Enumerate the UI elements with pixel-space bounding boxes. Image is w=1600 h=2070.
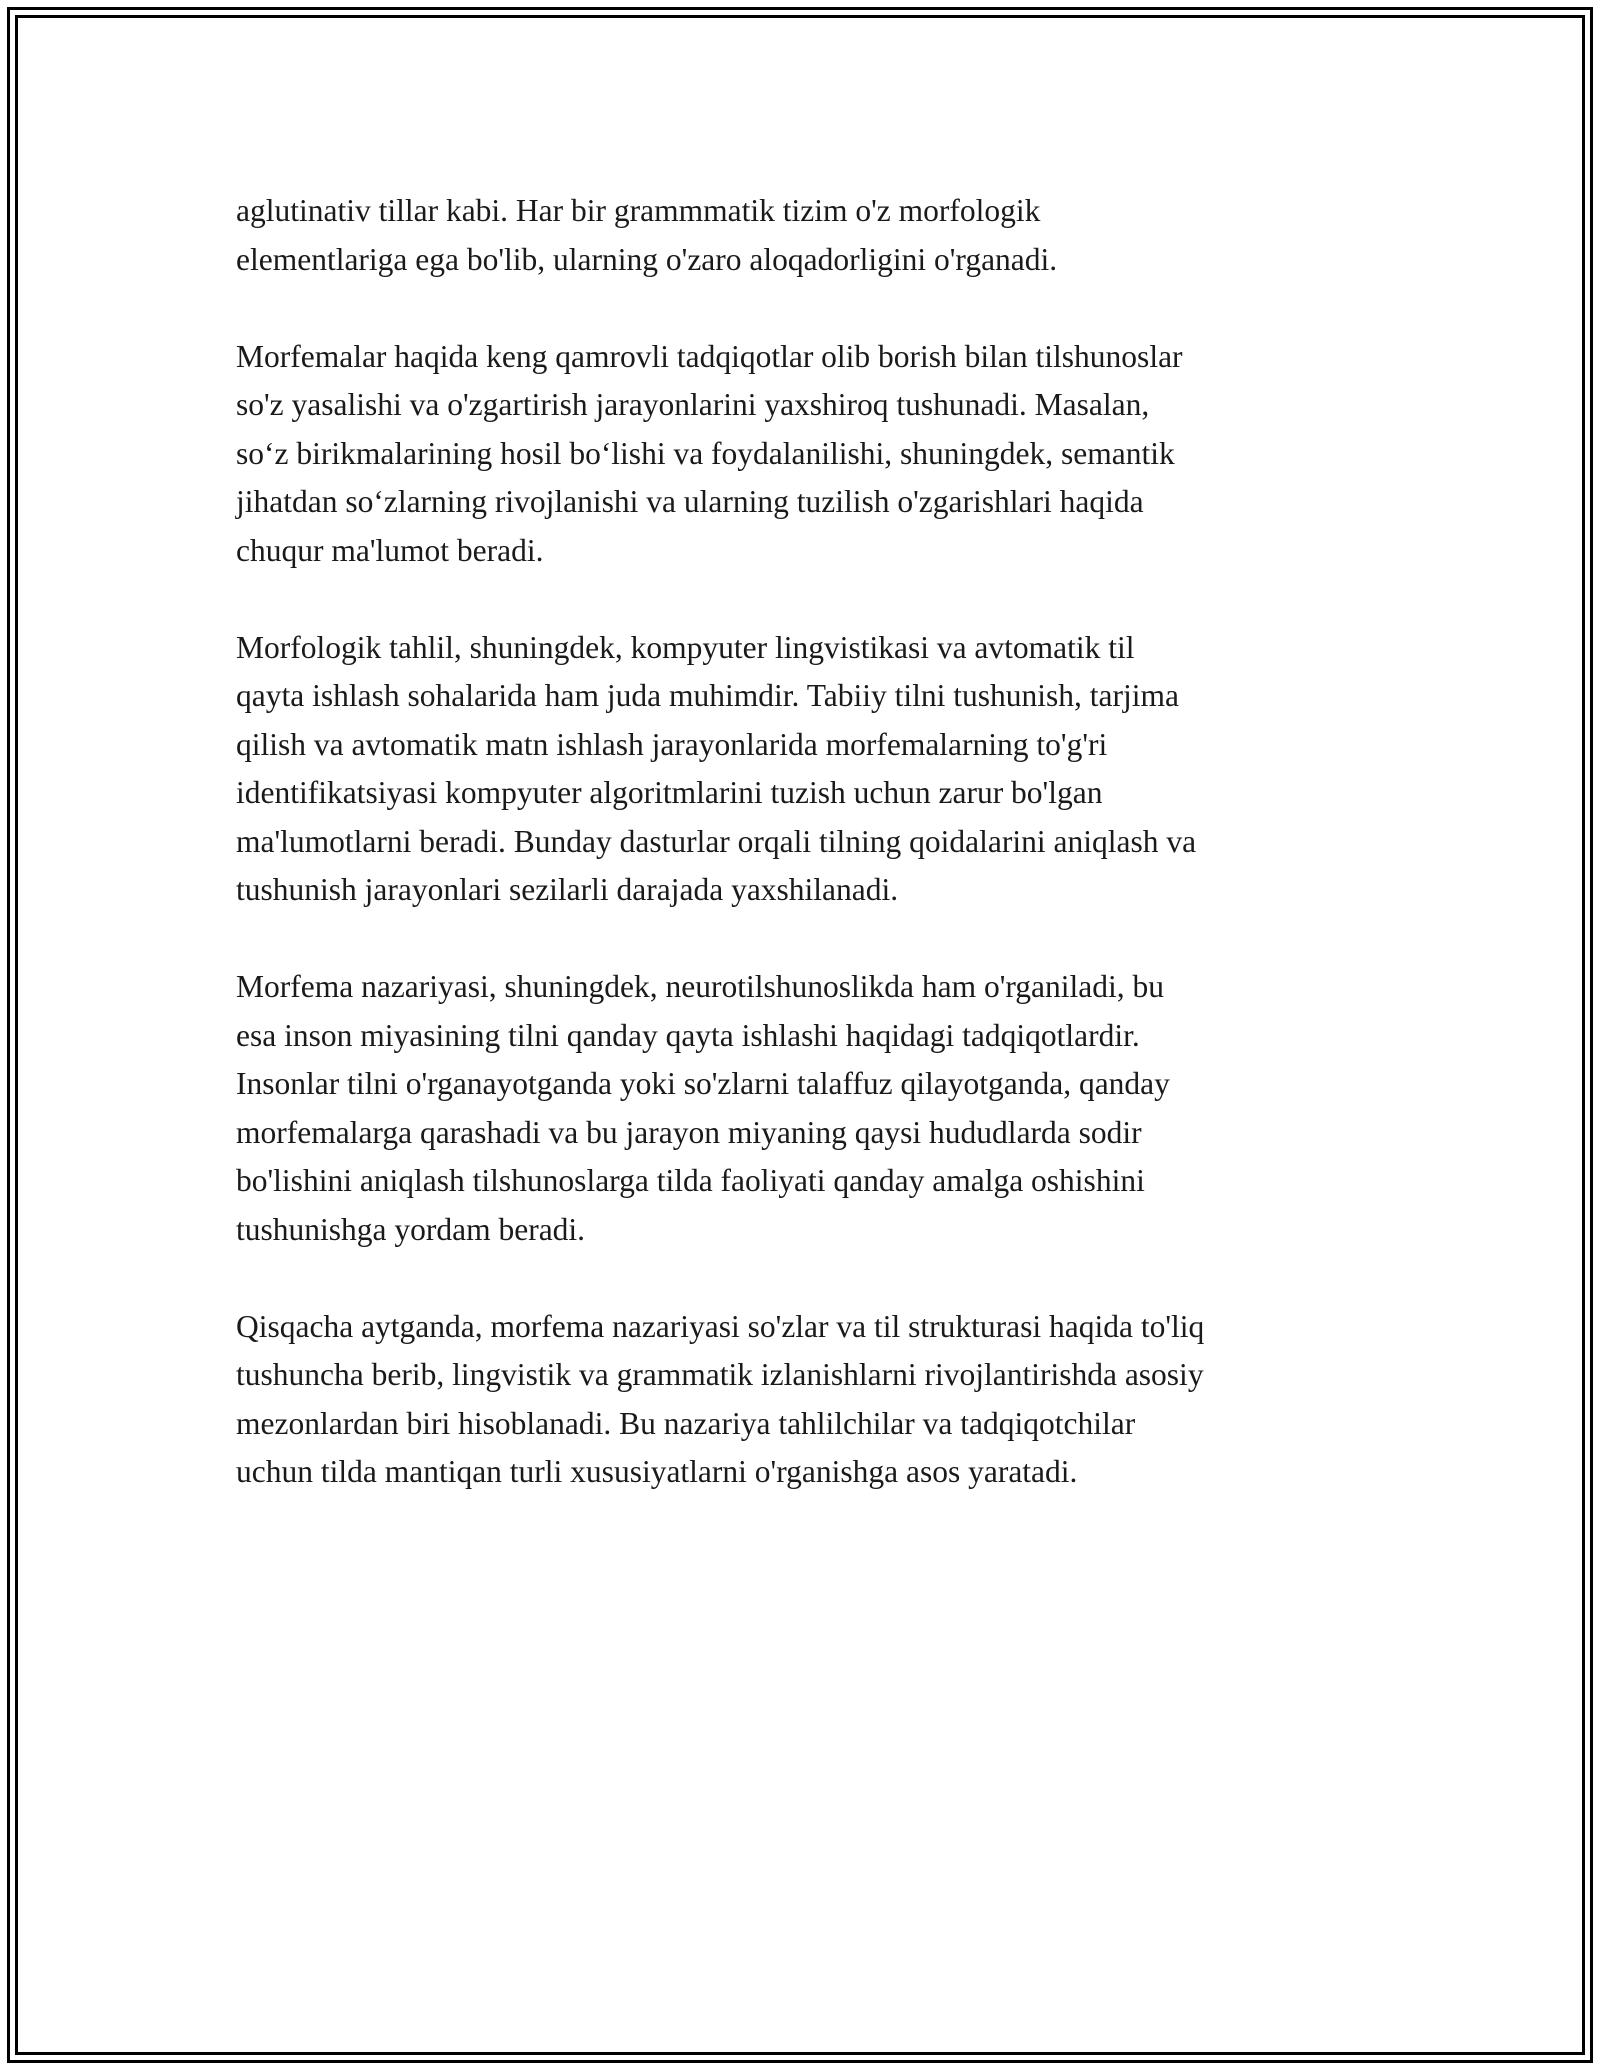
text-line: qayta ishlash sohalarida ham juda muhimdir. Tabiiy tilni tushunish, tarjima [236,678,1179,713]
text-line: esa inson miyasining tilni qanday qayta ishlashi haqidagi tadqiqotlardir. [236,1017,1140,1053]
paragraph-4 [236,963,1386,1254]
text-line: so'z yasalishi va o'zgartirish jarayonlarini yaxshiroq tushunadi. Masalan, [236,387,1150,422]
text-line: Qisqacha aytganda, morfema nazariyasi so'zlar va til strukturasi haqida to'liq [236,1308,1205,1344]
text-line: jihatdan so‘zlarning rivojlanishi va ularning tuzilish o'zgarishlari haqida [236,484,1144,519]
text-line: mezonlardan biri hisoblanadi. Bu nazariya tahlilchilar va tadqiqotchilar [236,1405,1136,1441]
text-line: morfemalarga qarashadi va bu jarayon miyaning qaysi hududlarda sodir [236,1114,1142,1150]
paragraph-1 [236,187,1386,284]
text-line: chuqur ma'lumot beradi. [236,532,544,568]
text-line: Morfema nazariyasi, shuningdek, neurotilshunoslikda ham o'rganiladi, bu [236,969,1165,1004]
text-line: tushunishga yordam beradi. [236,1211,586,1247]
text-line: elementlariga ega bo'lib, ularning o'zaro aloqadorligini o'rganadi. [236,241,1058,277]
text-line: bo'lishini aniqlash tilshunoslarga tilda faoliyati qanday amalga oshishini [236,1163,1145,1198]
text-line: Morfemalar haqida keng qamrovli tadqiqotlar olib borish bilan tilshunoslar [236,338,1183,374]
text-line: tushuncha berib, lingvistik va grammatik izlanishlarni rivojlantirishda asosiy [236,1357,1204,1392]
text-line: Insonlar tilni o'rganayotganda yoki so'zlarni talaffuz qilayotganda, qanday [236,1066,1170,1101]
text-line: Morfologik tahlil, shuningdek, kompyuter lingvistikasi va avtomatik til [236,629,1135,665]
text-line: ma'lumotlarni beradi. Bunday dasturlar orqali tilning qoidalarini aniqlash va [236,823,1197,859]
text-line: tushunish jarayonlari sezilarli darajada yaxshilanadi. [236,872,899,907]
text-line: so‘z birikmalarining hosil bo‘lishi va foydalanilishi, shuningdek, semantik [236,435,1175,471]
text-line: qilish va avtomatik matn ishlash jarayonlarida morfemalarning to'g'ri [236,726,1108,762]
paragraph-5 [236,1303,1386,1497]
paragraph-2 [236,333,1386,576]
document-body [236,187,1386,1545]
text-line: identifikatsiyasi kompyuter algoritmlarini tuzish uchun zarur bo'lgan [236,775,1103,810]
paragraph-3 [236,624,1386,915]
text-line: uchun tilda mantiqan turli xususiyatlarni o'rganishga asos yaratadi. [236,1454,1078,1489]
text-line: aglutinativ tillar kabi. Har bir grammmatik tizim o'z morfologik [236,193,1041,228]
